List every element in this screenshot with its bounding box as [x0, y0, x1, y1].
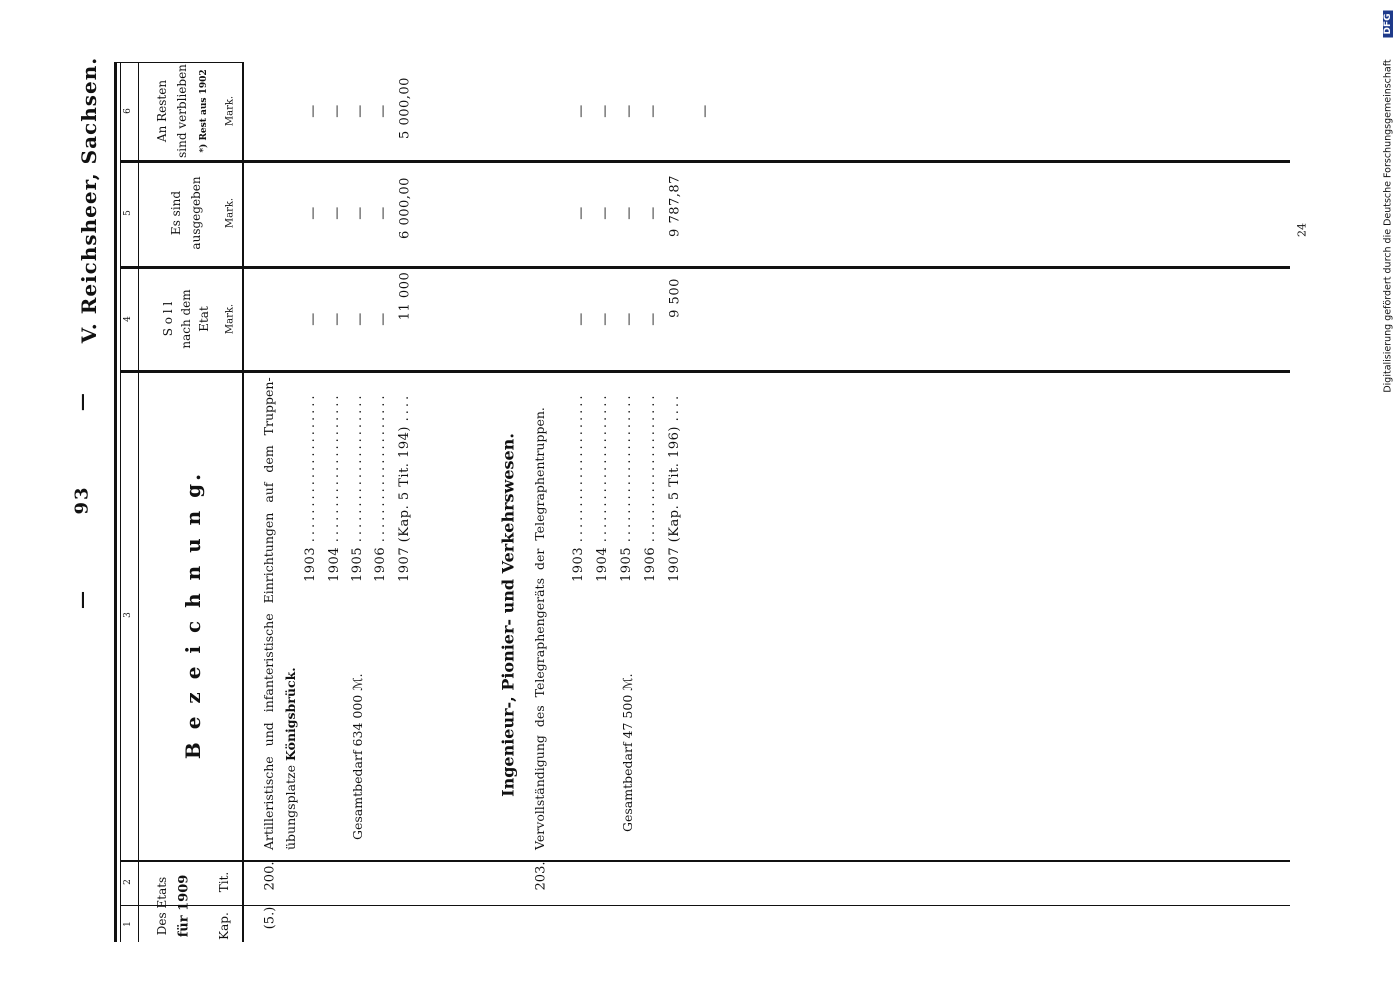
entry-2-year-1904	[595, 392, 610, 582]
year-label: 1906	[373, 546, 388, 582]
entry-1-soll-1906: —	[375, 312, 391, 326]
header-soll-line1: S o l l	[161, 301, 175, 337]
col-rule-5-4	[120, 266, 1290, 269]
entry-2-soll-1906: —	[645, 312, 661, 326]
entry-2-soll-1907: 9 500	[667, 278, 683, 318]
entry-1-soll-1907: 11 000	[397, 271, 413, 321]
leader-dots: .....................	[571, 392, 586, 543]
entry-1-tit: 200.	[262, 861, 278, 891]
entry-2-year-1907	[667, 393, 682, 582]
header-soll-unit: Mark.	[224, 303, 236, 335]
entry-1-year-1905	[350, 392, 365, 582]
entry-1-year-1903	[303, 392, 318, 582]
leader-dots: .....................	[373, 392, 388, 543]
leader-dots: ....	[397, 392, 412, 422]
header-soll-line2: nach dem	[179, 289, 193, 349]
entry-1-ausgegeben-1904: —	[329, 206, 345, 220]
entry-1-year-1907	[397, 393, 412, 582]
table-top-rule	[114, 62, 244, 63]
year-label: 1905	[619, 546, 634, 582]
header-ausgegeben-unit: Mark.	[224, 197, 236, 229]
entry-1-ausgegeben-1905: —	[352, 206, 368, 220]
header-resten-unit: Mark.	[224, 95, 236, 127]
header-kap: Kap.	[217, 912, 231, 940]
entry-2-ausgegeben-1906: —	[645, 206, 661, 220]
header-ausgegeben-line2: ausgegeben	[189, 176, 203, 250]
header-resten-line2: sind verblieben	[175, 64, 189, 158]
entry-1-soll-1904: —	[329, 312, 345, 326]
col-rule-2-1	[120, 905, 1290, 906]
year-label: 1906	[643, 546, 658, 582]
entry-2-soll-1903: —	[573, 312, 589, 326]
dash-left: —	[71, 588, 93, 609]
entry-1-year-1904	[327, 392, 342, 582]
entry-2-soll-1905: —	[621, 312, 637, 326]
entry-1-resten-1906: —	[375, 104, 391, 118]
entry-1-resten-1903: —	[305, 104, 321, 118]
entry-2-year-1903	[571, 392, 586, 582]
header-resten-line3: *) Rest aus 1902	[199, 69, 209, 153]
entry-1-desc-line1: Artilleristische und infanteristische Einrichtungen auf dem Truppen-	[261, 377, 276, 850]
col-number-4: 4	[123, 316, 133, 322]
col-number-rule	[138, 62, 139, 942]
entry-2-resten-1906: —	[645, 104, 661, 118]
leader-dots: .....................	[595, 392, 610, 543]
header-resten-line1: An Resten	[155, 79, 169, 143]
entry-2-year-1906	[643, 392, 658, 582]
year-label: 1904	[327, 546, 342, 582]
header-rule	[242, 62, 244, 942]
entry-2-gesamtbedarf: Gesamtbedarf 47 500 ℳ.	[620, 673, 635, 832]
sheet-number: 24	[1295, 223, 1309, 237]
header-tit: Tit.	[217, 871, 231, 893]
col-number-1: 1	[123, 921, 133, 927]
entry-1-kap: (5.)	[262, 906, 278, 930]
entry-2-ausgegeben-1903: —	[573, 206, 589, 220]
entry-2-tit: 203.	[533, 861, 549, 891]
header-etat-line2: für 1909	[176, 874, 192, 938]
entry-1-soll-1903: —	[305, 312, 321, 326]
col-number-3: 3	[123, 612, 133, 618]
dash-right: —	[71, 391, 93, 412]
section-heading: Ingenieur-, Pionier- und Verkehrswesen.	[498, 433, 518, 797]
entry-1-resten-1907: 5 000,00	[397, 77, 413, 139]
entry-1-resten-1905: —	[352, 104, 368, 118]
leader-dots: .....................	[303, 392, 318, 543]
col-number-5: 5	[123, 210, 133, 216]
entry-2-ausgegeben-1904: —	[597, 206, 613, 220]
entry-1-soll-1905: —	[352, 312, 368, 326]
entry-1-desc-line2	[283, 667, 298, 850]
entry-1-gesamtbedarf: Gesamtbedarf 634 000 ℳ.	[350, 673, 365, 840]
leader-dots: .....................	[619, 392, 634, 543]
year-label: 1905	[350, 546, 365, 582]
footer-credit: Digitalisierung gefördert durch die Deutsche Forschungsgemeinschaft	[1382, 59, 1394, 393]
entry-1-ausgegeben-1906: —	[375, 206, 391, 220]
leader-dots: ....	[667, 392, 682, 422]
header-etat-line1: Des Etats	[155, 876, 169, 936]
year-label: 1903	[571, 546, 586, 582]
entry-2-resten-1907: —	[697, 104, 713, 118]
entry-2-resten-1904: —	[597, 104, 613, 118]
table-left-rule-inner	[120, 62, 121, 942]
dfg-logo: DFG	[1383, 10, 1393, 37]
entry-1-ausgegeben-1907: 6 000,00	[397, 177, 413, 239]
entry-2-resten-1905: —	[621, 104, 637, 118]
entry-2-soll-1904: —	[597, 312, 613, 326]
leader-dots: .....................	[327, 392, 342, 543]
entry-2-year-1905	[619, 392, 634, 582]
section-title: V. Reichsheer, Sachsen.	[77, 56, 101, 344]
col-number-6: 6	[123, 108, 133, 114]
col-number-2: 2	[123, 879, 133, 885]
header-bezeichnung: B e z e i c h n u n g.	[181, 470, 205, 760]
year-label: 1904	[595, 546, 610, 582]
year-label: 1907 (Kap. 5 Tit. 196)	[667, 426, 682, 582]
entry-1-resten-1904: —	[329, 104, 345, 118]
header-ausgegeben-line1: Es sind	[169, 190, 183, 236]
entry-2-ausgegeben-1907: 9 787,87	[667, 175, 683, 237]
leader-dots: .....................	[643, 392, 658, 543]
year-label: 1907 (Kap. 5 Tit. 194)	[397, 426, 412, 582]
entry-2-desc-line1: Vervollständigung des Telegraphengeräts der Telegraphentruppen.	[532, 407, 547, 850]
table-left-rule-outer	[114, 62, 117, 942]
entry-1-year-1906	[373, 392, 388, 582]
entry-1-location: Königsbrück.	[283, 667, 298, 761]
page-number-line	[72, 391, 93, 609]
year-label: 1903	[303, 546, 318, 582]
page-number: 93	[71, 485, 93, 515]
entry-2-ausgegeben-1905: —	[621, 206, 637, 220]
leader-dots: .....................	[350, 392, 365, 543]
entry-2-resten-1903: —	[573, 104, 589, 118]
entry-1-desc-line2-pre: übungsplatze	[283, 760, 298, 850]
header-soll-line3: Etat	[197, 306, 211, 332]
col-rule-3-2	[120, 860, 1290, 862]
col-rule-4-3	[120, 370, 1290, 373]
col-rule-6-5	[120, 160, 1290, 163]
entry-1-ausgegeben-1903: —	[305, 206, 321, 220]
